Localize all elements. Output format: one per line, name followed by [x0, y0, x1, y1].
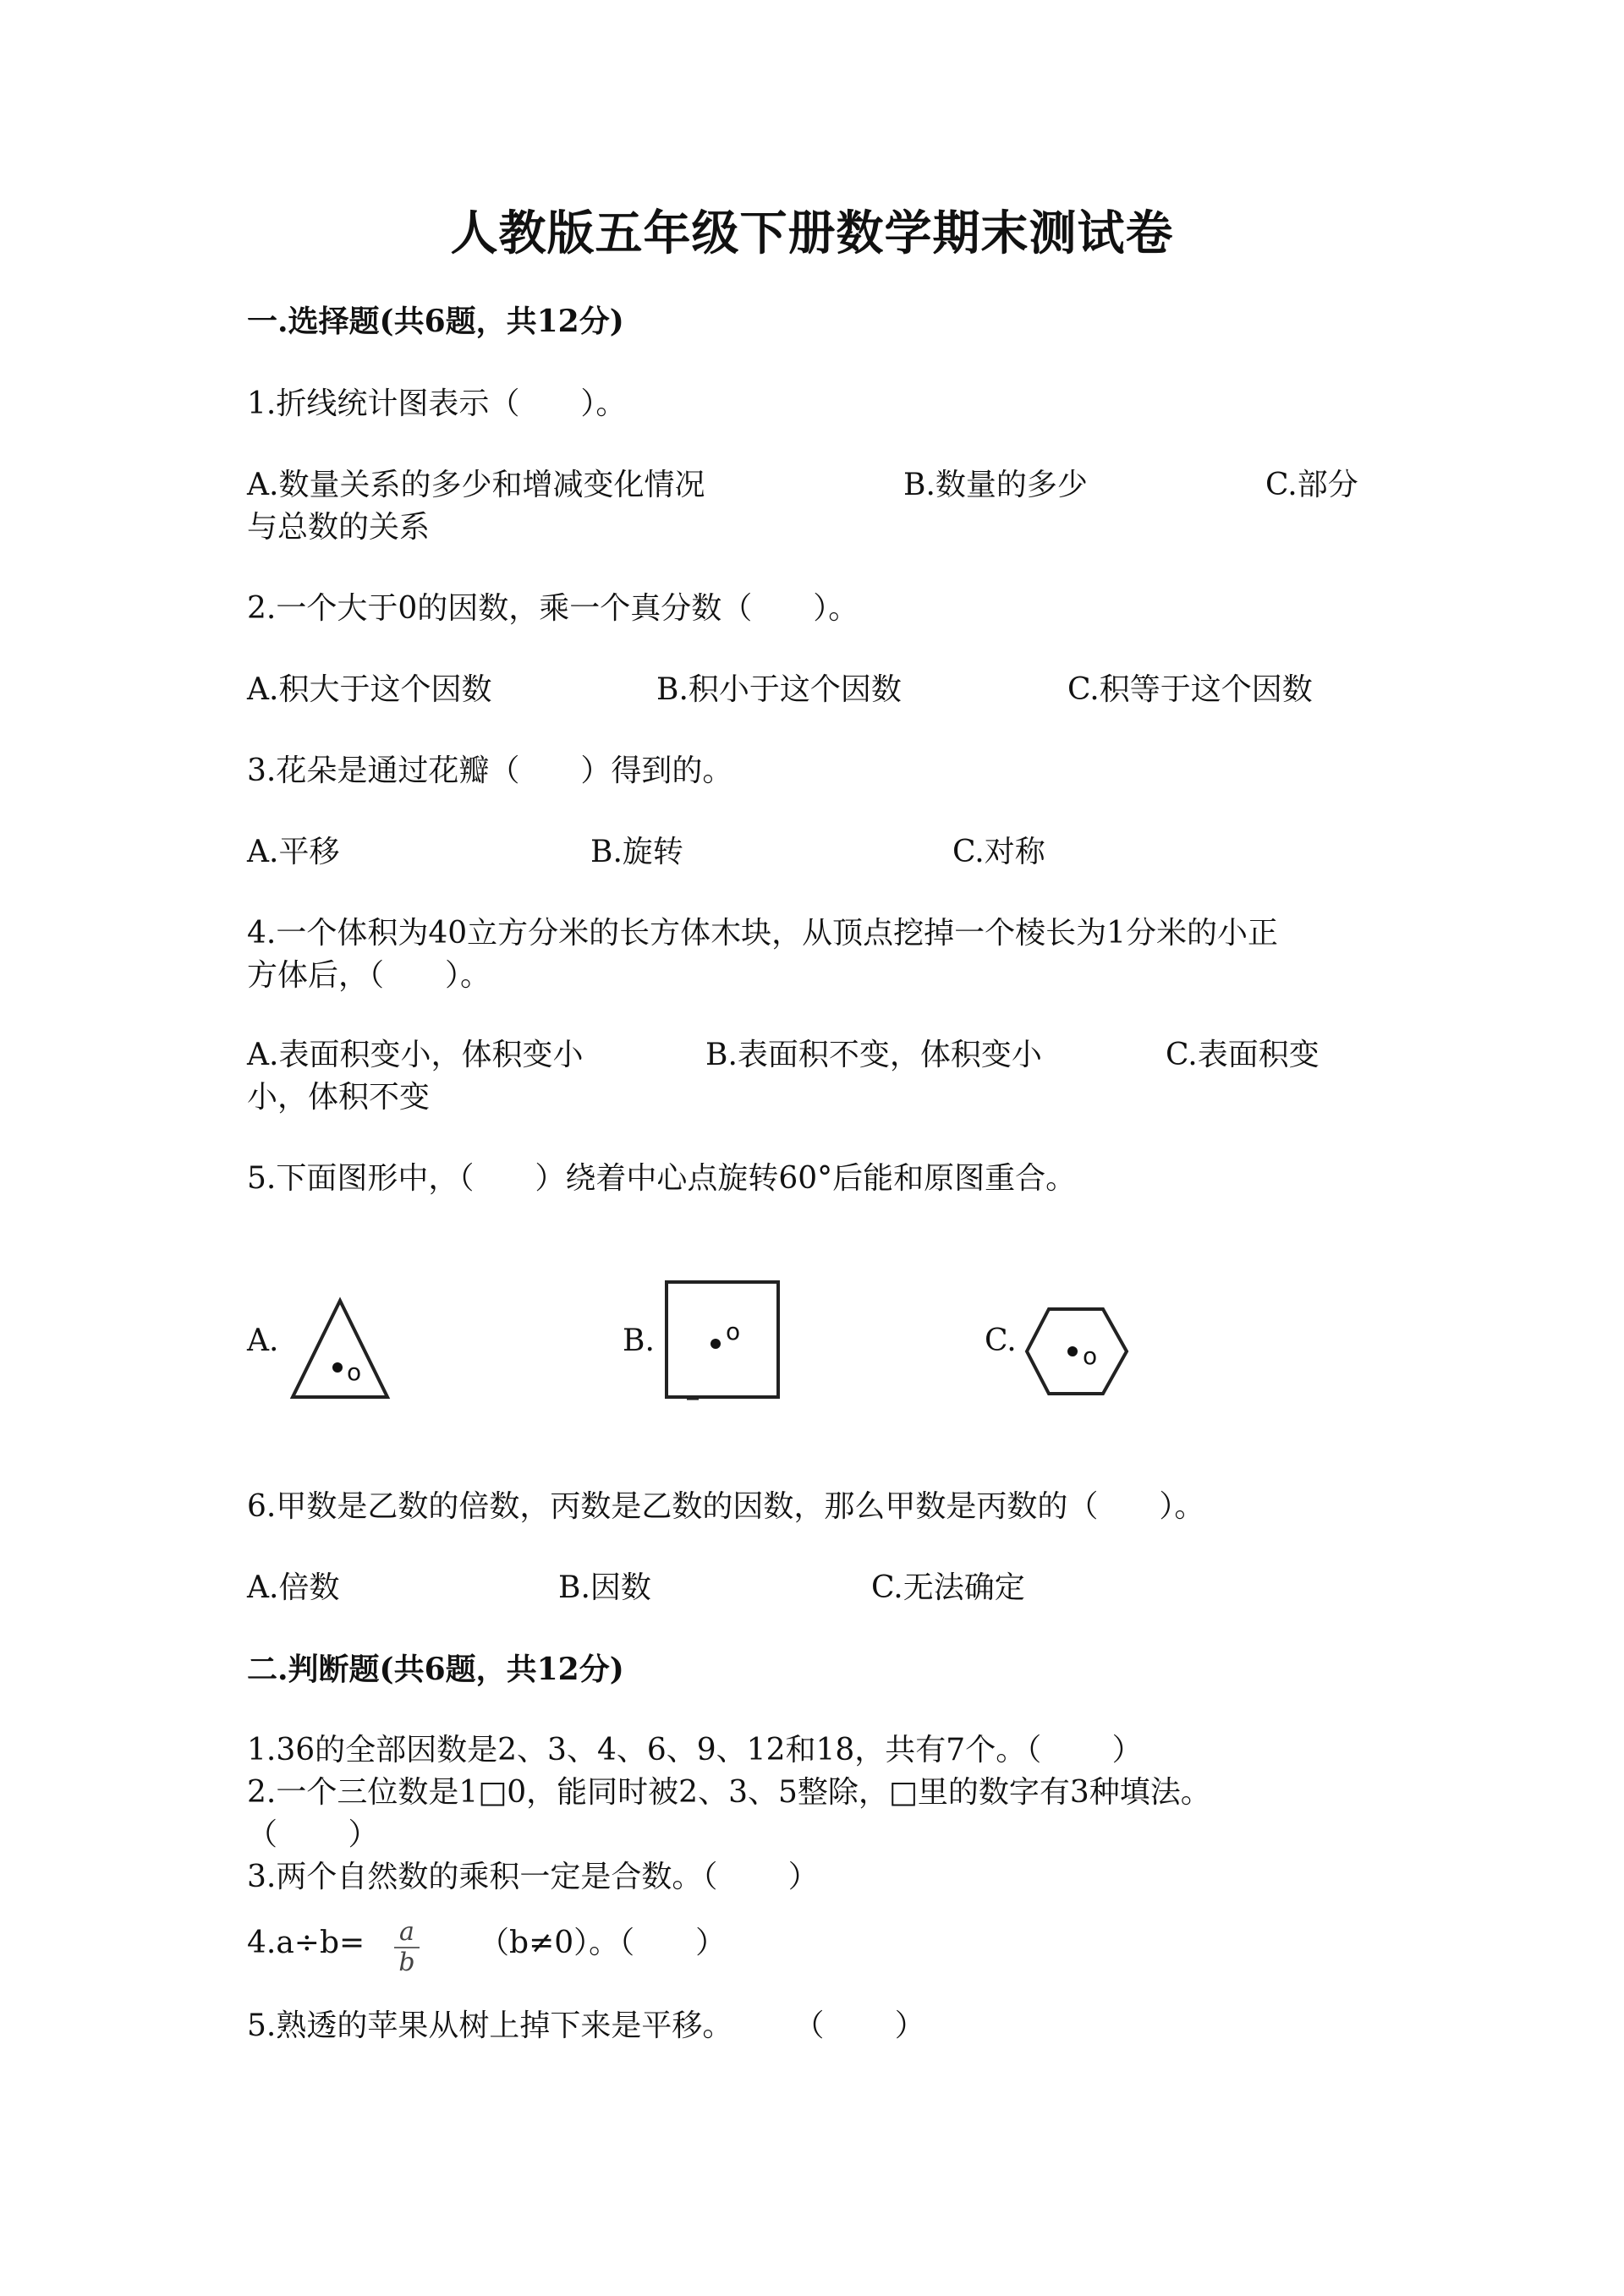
q3-option-a: A.平移 [247, 835, 340, 869]
square-center-dot [710, 1339, 721, 1349]
triangle-figure [284, 1294, 394, 1404]
judge-q5: 5.熟透的苹果从树上掉下来是平移。 （ ） [247, 2008, 925, 2043]
q1-option-c: C.部分 [1265, 468, 1358, 502]
judge-q4-suffix: （b≠0）。（ ） [479, 1926, 727, 1960]
judge-q3: 3.两个自然数的乘积一定是合数。（ ） [247, 1860, 819, 1894]
judge-q2: 2.一个三位数是1□0，能同时被2、3、5整除，□里的数字有3种填法。 [247, 1775, 1211, 1810]
q6-option-a: A.倍数 [247, 1570, 340, 1605]
q4-option-c: C.表面积变 [1166, 1038, 1320, 1072]
section-heading-choice: 一.选择题(共6题，共12分) [247, 304, 624, 339]
fraction-numerator: a [399, 1917, 414, 1947]
q5-option-a-label: A. [247, 1323, 279, 1358]
q3-stem: 3.花朵是通过花瓣（ ）得到的。 [247, 753, 733, 788]
q6-stem: 6.甲数是乙数的倍数，丙数是乙数的因数，那么甲数是丙数的（ ）。 [247, 1489, 1205, 1524]
triangle-center-dot [332, 1362, 343, 1373]
judge-q4-prefix: 4.a÷b= [247, 1926, 365, 1960]
q6-option-b: B.因数 [558, 1570, 651, 1605]
q2-option-b: B.积小于这个因数 [656, 672, 902, 707]
q4-option-a: A.表面积变小，体积变小 [247, 1038, 584, 1072]
judge-q1: 1.36的全部因数是2、3、4、6、9、12和18，共有7个。（ ） [247, 1733, 1143, 1767]
q3-option-c: C.对称 [952, 835, 1045, 869]
hexagon-center-dot [1067, 1346, 1078, 1356]
q5-stem: 5.下面图形中，（ ）绕着中心点旋转60°后能和原图重合。 [247, 1161, 1077, 1196]
page-title: 人教版五年级下册数学期末测试卷 [450, 205, 1174, 261]
q4-option-b: B.表面积不变，体积变小 [705, 1038, 1042, 1072]
q5-option-c-label: C. [985, 1323, 1017, 1358]
q1-option-b: B.数量的多少 [903, 468, 1088, 502]
triangle-center-label: o [347, 1358, 362, 1386]
q4-stem: 4.一个体积为40立方分米的长方体木块，从顶点挖掉一个棱长为1分米的小正 [247, 916, 1279, 951]
q2-stem: 2.一个大于0的因数，乘一个真分数（ ）。 [247, 591, 859, 626]
q2-option-a: A.积大于这个因数 [247, 672, 492, 707]
q1-stem: 1.折线统计图表示（ ）。 [247, 386, 627, 421]
q3-option-b: B.旋转 [590, 835, 683, 869]
judge-q2-continued: （ ） [247, 1817, 379, 1852]
q2-option-c: C.积等于这个因数 [1067, 672, 1313, 707]
q1-option-c-continued: 与总数的关系 [247, 510, 431, 545]
q6-option-c: C.无法确定 [871, 1570, 1025, 1605]
q4-stem-continued: 方体后，（ ）。 [247, 958, 491, 993]
q5-option-b-label: B. [623, 1323, 655, 1358]
square-center-label: o [726, 1318, 741, 1345]
hexagon-figure [1022, 1302, 1133, 1402]
q4-option-c-continued: 小，体积不变 [247, 1080, 431, 1115]
fraction-denominator: b [398, 1948, 415, 1977]
square-figure [660, 1275, 787, 1404]
fraction-a-over-b [394, 1917, 420, 1977]
hexagon-center-label: o [1083, 1342, 1098, 1370]
q1-option-a: A.数量关系的多少和增减变化情况 [247, 468, 705, 502]
section-heading-judgement: 二.判断题(共6题，共12分) [247, 1652, 624, 1687]
